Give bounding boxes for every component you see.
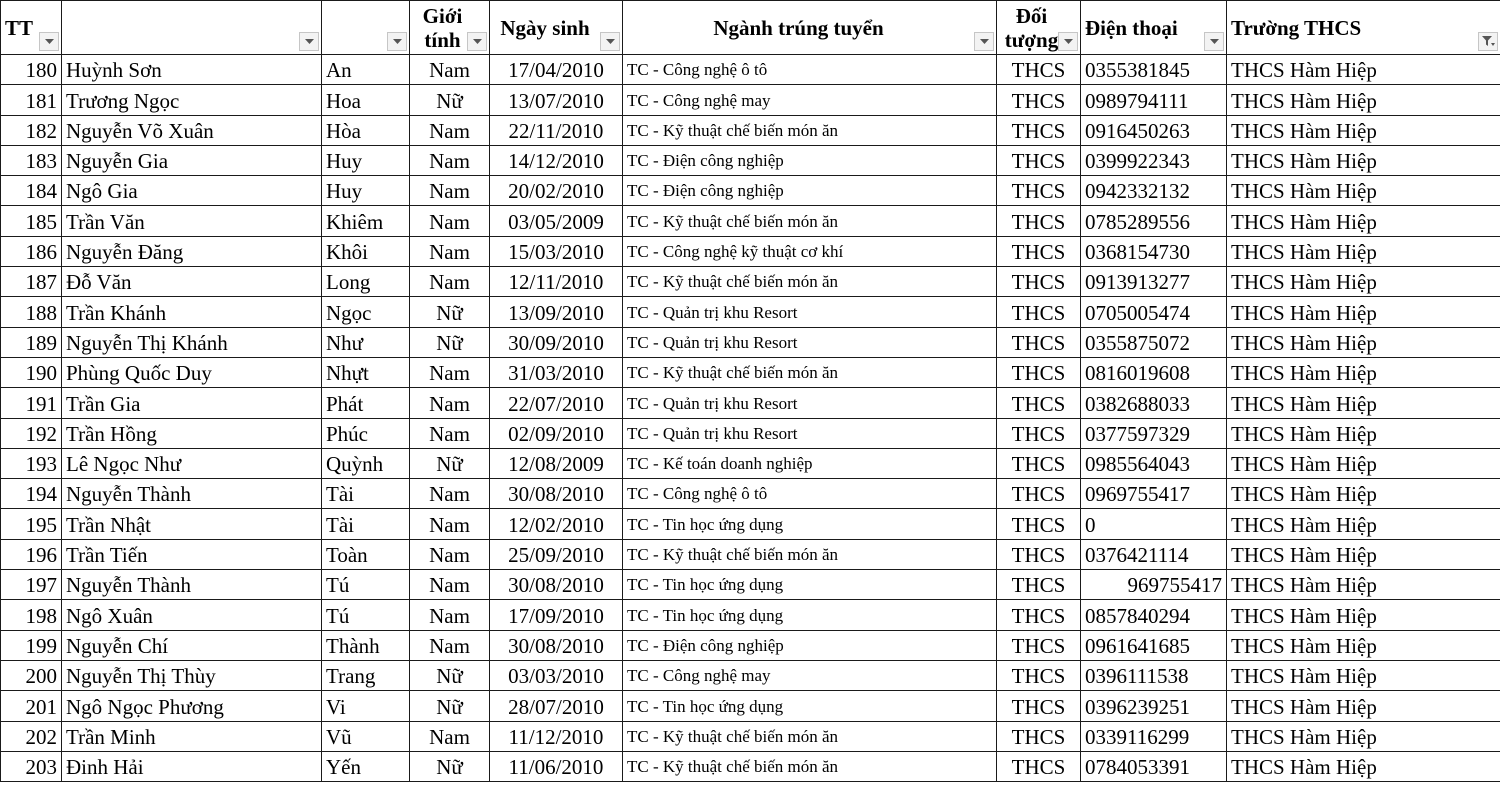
cell-dob[interactable]: 30/08/2010 (490, 479, 623, 509)
cell-gender[interactable]: Nam (410, 570, 490, 600)
cell-dob[interactable]: 14/12/2010 (490, 145, 623, 175)
cell-gender[interactable]: Nam (410, 267, 490, 297)
cell-type[interactable]: THCS (997, 751, 1081, 781)
cell-type[interactable]: THCS (997, 357, 1081, 387)
cell-school[interactable]: THCS Hàm Hiệp (1227, 145, 1500, 175)
cell-last-name[interactable]: Trương Ngọc (62, 85, 322, 115)
table-row (1, 570, 1500, 600)
cell-major[interactable]: TC - Kỹ thuật chế biến món ăn (623, 539, 997, 569)
cell-last-name[interactable]: Nguyễn Đăng (62, 236, 322, 266)
cell-last-name[interactable]: Huỳnh Sơn (62, 55, 322, 85)
cell-phone[interactable]: 0785289556 (1081, 206, 1227, 236)
cell-type[interactable]: THCS (997, 236, 1081, 266)
cell-gender[interactable]: Nam (410, 357, 490, 387)
cell-type[interactable]: THCS (997, 479, 1081, 509)
cell-first-name[interactable]: Khiêm (322, 206, 410, 236)
table-row (1, 751, 1500, 781)
cell-school[interactable]: THCS Hàm Hiệp (1227, 85, 1500, 115)
cell-gender[interactable]: Nữ (410, 297, 490, 327)
cell-type[interactable]: THCS (997, 145, 1081, 175)
cell-tt[interactable]: 196 (1, 539, 62, 569)
cell-type[interactable]: THCS (997, 721, 1081, 751)
cell-tt[interactable]: 197 (1, 570, 62, 600)
cell-phone[interactable]: 0942332132 (1081, 176, 1227, 206)
cell-tt[interactable]: 202 (1, 721, 62, 751)
cell-first-name[interactable]: Toàn (322, 539, 410, 569)
cell-dob[interactable]: 20/02/2010 (490, 176, 623, 206)
cell-type[interactable]: THCS (997, 327, 1081, 357)
cell-phone[interactable]: 0705005474 (1081, 297, 1227, 327)
cell-last-name[interactable]: Nguyễn Gia (62, 145, 322, 175)
cell-gender[interactable]: Nam (410, 479, 490, 509)
cell-first-name[interactable]: Vũ (322, 721, 410, 751)
cell-last-name[interactable]: Trần Gia (62, 388, 322, 418)
cell-gender[interactable]: Nam (410, 539, 490, 569)
table-row (1, 539, 1500, 569)
cell-tt[interactable]: 203 (1, 751, 62, 781)
cell-last-name[interactable]: Ngô Ngọc Phương (62, 691, 322, 721)
cell-major[interactable]: TC - Tin học ứng dụng (623, 600, 997, 630)
filter-button-gender[interactable] (467, 32, 487, 51)
cell-last-name[interactable]: Trần Tiến (62, 539, 322, 569)
cell-gender[interactable]: Nam (410, 509, 490, 539)
cell-last-name[interactable]: Trần Hồng (62, 418, 322, 448)
cell-tt[interactable]: 180 (1, 55, 62, 85)
header-type (997, 1, 1081, 55)
chevron-down-icon (1064, 39, 1073, 45)
cell-school[interactable]: THCS Hàm Hiệp (1227, 539, 1500, 569)
cell-type[interactable]: THCS (997, 570, 1081, 600)
cell-phone[interactable]: 0355875072 (1081, 327, 1227, 357)
cell-school[interactable]: THCS Hàm Hiệp (1227, 721, 1500, 751)
table-row (1, 115, 1500, 145)
cell-type[interactable]: THCS (997, 600, 1081, 630)
cell-school[interactable]: THCS Hàm Hiệp (1227, 660, 1500, 690)
cell-major[interactable]: TC - Kỹ thuật chế biến món ăn (623, 267, 997, 297)
cell-last-name[interactable]: Ngô Xuân (62, 600, 322, 630)
header-school (1227, 1, 1500, 55)
cell-gender[interactable]: Nam (410, 418, 490, 448)
cell-first-name[interactable]: Như (322, 327, 410, 357)
cell-school[interactable]: THCS Hàm Hiệp (1227, 357, 1500, 387)
cell-gender[interactable]: Nam (410, 388, 490, 418)
cell-dob[interactable]: 11/12/2010 (490, 721, 623, 751)
cell-tt[interactable]: 192 (1, 418, 62, 448)
cell-dob[interactable]: 17/04/2010 (490, 55, 623, 85)
cell-tt[interactable]: 182 (1, 115, 62, 145)
table-row (1, 297, 1500, 327)
cell-major[interactable]: TC - Điện công nghiệp (623, 145, 997, 175)
cell-first-name[interactable]: Tài (322, 479, 410, 509)
cell-dob[interactable]: 25/09/2010 (490, 539, 623, 569)
cell-last-name[interactable]: Nguyễn Võ Xuân (62, 115, 322, 145)
cell-gender[interactable]: Nam (410, 206, 490, 236)
cell-last-name[interactable]: Nguyễn Chí (62, 630, 322, 660)
cell-phone[interactable]: 0382688033 (1081, 388, 1227, 418)
cell-dob[interactable]: 15/03/2010 (490, 236, 623, 266)
cell-phone[interactable]: 0399922343 (1081, 145, 1227, 175)
cell-phone[interactable]: 0355381845 (1081, 55, 1227, 85)
cell-first-name[interactable]: Phát (322, 388, 410, 418)
cell-major[interactable]: TC - Kỹ thuật chế biến món ăn (623, 751, 997, 781)
cell-first-name[interactable]: Yến (322, 751, 410, 781)
chevron-down-icon (305, 39, 314, 45)
cell-major[interactable]: TC - Kỹ thuật chế biến món ăn (623, 206, 997, 236)
header-last-name (62, 1, 322, 55)
filter-button-tt[interactable] (39, 32, 59, 51)
cell-type[interactable]: THCS (997, 660, 1081, 690)
cell-dob[interactable]: 12/11/2010 (490, 267, 623, 297)
cell-type[interactable]: THCS (997, 176, 1081, 206)
cell-first-name[interactable]: Nhựt (322, 357, 410, 387)
cell-tt[interactable]: 184 (1, 176, 62, 206)
cell-gender[interactable]: Nữ (410, 85, 490, 115)
cell-gender[interactable]: Nam (410, 630, 490, 660)
header-major (623, 1, 997, 55)
header-row (1, 1, 1500, 55)
cell-tt[interactable]: 189 (1, 327, 62, 357)
cell-major[interactable]: TC - Quản trị khu Resort (623, 297, 997, 327)
cell-type[interactable]: THCS (997, 115, 1081, 145)
cell-tt[interactable]: 193 (1, 448, 62, 478)
cell-first-name[interactable]: Tú (322, 570, 410, 600)
header-dob (490, 1, 623, 55)
cell-phone[interactable]: 0969755417 (1081, 479, 1227, 509)
cell-tt[interactable]: 187 (1, 267, 62, 297)
cell-school[interactable]: THCS Hàm Hiệp (1227, 267, 1500, 297)
cell-school[interactable]: THCS Hàm Hiệp (1227, 630, 1500, 660)
cell-type[interactable]: THCS (997, 418, 1081, 448)
chevron-down-icon (45, 39, 54, 45)
table-row (1, 660, 1500, 690)
cell-gender[interactable]: Nữ (410, 660, 490, 690)
cell-phone[interactable]: 0368154730 (1081, 236, 1227, 266)
cell-major[interactable]: TC - Điện công nghiệp (623, 630, 997, 660)
cell-tt[interactable]: 191 (1, 388, 62, 418)
cell-school[interactable]: THCS Hàm Hiệp (1227, 448, 1500, 478)
cell-last-name[interactable]: Nguyễn Thị Thùy (62, 660, 322, 690)
cell-major[interactable]: TC - Quản trị khu Resort (623, 327, 997, 357)
cell-type[interactable]: THCS (997, 448, 1081, 478)
table-row (1, 691, 1500, 721)
chevron-down-icon (393, 39, 402, 45)
header-type-label: Đối tượng (1004, 3, 1059, 52)
cell-phone[interactable]: 0 (1081, 509, 1227, 539)
chevron-down-icon (980, 39, 989, 45)
cell-phone[interactable]: 0989794111 (1081, 85, 1227, 115)
cell-type[interactable]: THCS (997, 267, 1081, 297)
header-phone-label: Điện thoại (1085, 15, 1178, 40)
cell-school[interactable]: THCS Hàm Hiệp (1227, 418, 1500, 448)
cell-school[interactable]: THCS Hàm Hiệp (1227, 297, 1500, 327)
cell-last-name[interactable]: Trần Khánh (62, 297, 322, 327)
cell-gender[interactable]: Nữ (410, 327, 490, 357)
cell-last-name[interactable]: Đỗ Văn (62, 267, 322, 297)
table-row (1, 600, 1500, 630)
cell-gender[interactable]: Nam (410, 145, 490, 175)
cell-school[interactable]: THCS Hàm Hiệp (1227, 236, 1500, 266)
header-gender (410, 1, 490, 55)
cell-dob[interactable]: 31/03/2010 (490, 357, 623, 387)
cell-type[interactable]: THCS (997, 206, 1081, 236)
cell-gender[interactable]: Nam (410, 600, 490, 630)
header-dob-label: Ngày sinh (500, 15, 590, 40)
cell-last-name[interactable]: Nguyễn Thành (62, 479, 322, 509)
cell-school[interactable]: THCS Hàm Hiệp (1227, 509, 1500, 539)
table-row (1, 206, 1500, 236)
cell-type[interactable]: THCS (997, 630, 1081, 660)
funnel-icon (1482, 36, 1495, 47)
cell-gender[interactable]: Nam (410, 55, 490, 85)
table-row (1, 267, 1500, 297)
cell-phone[interactable]: 0857840294 (1081, 600, 1227, 630)
filter-button-major[interactable] (974, 32, 994, 51)
cell-tt[interactable]: 183 (1, 145, 62, 175)
cell-phone[interactable]: 0396111538 (1081, 660, 1227, 690)
cell-first-name[interactable]: Trang (322, 660, 410, 690)
cell-tt[interactable]: 190 (1, 357, 62, 387)
cell-phone[interactable]: 0784053391 (1081, 751, 1227, 781)
cell-major[interactable]: TC - Công nghệ may (623, 85, 997, 115)
cell-tt[interactable]: 185 (1, 206, 62, 236)
cell-type[interactable]: THCS (997, 509, 1081, 539)
table-row (1, 479, 1500, 509)
cell-first-name[interactable]: Hoa (322, 85, 410, 115)
cell-dob[interactable]: 22/07/2010 (490, 388, 623, 418)
header-phone (1081, 1, 1227, 55)
cell-tt[interactable]: 200 (1, 660, 62, 690)
cell-last-name[interactable]: Trần Nhật (62, 509, 322, 539)
chevron-down-icon (606, 39, 615, 45)
cell-gender[interactable]: Nữ (410, 691, 490, 721)
cell-first-name[interactable]: Phúc (322, 418, 410, 448)
cell-last-name[interactable]: Trần Văn (62, 206, 322, 236)
cell-first-name[interactable]: Tài (322, 509, 410, 539)
cell-dob[interactable]: 28/07/2010 (490, 691, 623, 721)
chevron-down-icon (1210, 39, 1219, 45)
header-tt-label: TT (5, 15, 34, 40)
cell-dob[interactable]: 30/08/2010 (490, 630, 623, 660)
cell-first-name[interactable]: Ngọc (322, 297, 410, 327)
table-row (1, 145, 1500, 175)
cell-phone[interactable]: 0339116299 (1081, 721, 1227, 751)
cell-first-name[interactable]: Vi (322, 691, 410, 721)
table-row (1, 236, 1500, 266)
cell-school[interactable]: THCS Hàm Hiệp (1227, 691, 1500, 721)
cell-gender[interactable]: Nữ (410, 751, 490, 781)
cell-gender[interactable]: Nam (410, 721, 490, 751)
cell-dob[interactable]: 11/06/2010 (490, 751, 623, 781)
cell-dob[interactable]: 03/03/2010 (490, 660, 623, 690)
cell-dob[interactable]: 12/02/2010 (490, 509, 623, 539)
cell-first-name[interactable]: Long (322, 267, 410, 297)
cell-major[interactable]: TC - Tin học ứng dụng (623, 570, 997, 600)
cell-first-name[interactable]: Thành (322, 630, 410, 660)
cell-type[interactable]: THCS (997, 539, 1081, 569)
cell-school[interactable]: THCS Hàm Hiệp (1227, 751, 1500, 781)
cell-first-name[interactable]: Khôi (322, 236, 410, 266)
chevron-down-icon (473, 39, 482, 45)
cell-school[interactable]: THCS Hàm Hiệp (1227, 600, 1500, 630)
cell-last-name[interactable]: Đinh Hải (62, 751, 322, 781)
cell-gender[interactable]: Nam (410, 236, 490, 266)
cell-major[interactable]: TC - Kế toán doanh nghiệp (623, 448, 997, 478)
filter-button-type[interactable] (1058, 32, 1078, 51)
cell-major[interactable]: TC - Quản trị khu Resort (623, 418, 997, 448)
cell-dob[interactable]: 02/09/2010 (490, 418, 623, 448)
cell-tt[interactable]: 195 (1, 509, 62, 539)
cell-type[interactable]: THCS (997, 388, 1081, 418)
cell-school[interactable]: THCS Hàm Hiệp (1227, 479, 1500, 509)
cell-dob[interactable]: 13/07/2010 (490, 85, 623, 115)
cell-phone[interactable]: 0916450263 (1081, 115, 1227, 145)
cell-first-name[interactable]: Huy (322, 176, 410, 206)
cell-first-name[interactable]: Tú (322, 600, 410, 630)
cell-dob[interactable]: 03/05/2009 (490, 206, 623, 236)
cell-phone[interactable]: 0396239251 (1081, 691, 1227, 721)
filter-button-dob[interactable] (600, 32, 620, 51)
table-body (1, 55, 1500, 782)
cell-tt[interactable]: 194 (1, 479, 62, 509)
table-row (1, 418, 1500, 448)
filter-button-last-name[interactable] (299, 32, 319, 51)
cell-gender[interactable]: Nam (410, 176, 490, 206)
cell-school[interactable]: THCS Hàm Hiệp (1227, 388, 1500, 418)
table-row (1, 357, 1500, 387)
cell-major[interactable]: TC - Kỹ thuật chế biến món ăn (623, 115, 997, 145)
cell-major[interactable]: TC - Công nghệ kỹ thuật cơ khí (623, 236, 997, 266)
cell-major[interactable]: TC - Tin học ứng dụng (623, 691, 997, 721)
cell-first-name[interactable]: Quỳnh (322, 448, 410, 478)
cell-phone[interactable]: 0961641685 (1081, 630, 1227, 660)
cell-major[interactable]: TC - Công nghệ may (623, 660, 997, 690)
table-row (1, 327, 1500, 357)
table-row (1, 176, 1500, 206)
cell-tt[interactable]: 198 (1, 600, 62, 630)
cell-phone[interactable]: 969755417 (1081, 570, 1227, 600)
cell-type[interactable]: THCS (997, 691, 1081, 721)
table-row (1, 388, 1500, 418)
cell-school[interactable]: THCS Hàm Hiệp (1227, 570, 1500, 600)
table-row (1, 55, 1500, 85)
header-tt (1, 1, 62, 55)
header-school-label: Trường THCS (1231, 15, 1362, 40)
cell-major[interactable]: TC - Công nghệ ô tô (623, 479, 997, 509)
cell-dob[interactable]: 30/08/2010 (490, 570, 623, 600)
cell-phone[interactable]: 0376421114 (1081, 539, 1227, 569)
cell-major[interactable]: TC - Điện công nghiệp (623, 176, 997, 206)
cell-last-name[interactable]: Nguyễn Thị Khánh (62, 327, 322, 357)
cell-school[interactable]: THCS Hàm Hiệp (1227, 206, 1500, 236)
cell-phone[interactable]: 0377597329 (1081, 418, 1227, 448)
header-first-name (322, 1, 410, 55)
filter-button-first-name[interactable] (387, 32, 407, 51)
cell-school[interactable]: THCS Hàm Hiệp (1227, 176, 1500, 206)
table-row (1, 630, 1500, 660)
table-row (1, 448, 1500, 478)
cell-tt[interactable]: 186 (1, 236, 62, 266)
cell-tt[interactable]: 201 (1, 691, 62, 721)
cell-type[interactable]: THCS (997, 55, 1081, 85)
table-row (1, 509, 1500, 539)
cell-first-name[interactable]: An (322, 55, 410, 85)
cell-major[interactable]: TC - Kỹ thuật chế biến món ăn (623, 357, 997, 387)
cell-gender[interactable]: Nam (410, 115, 490, 145)
cell-first-name[interactable]: Hòa (322, 115, 410, 145)
cell-school[interactable]: THCS Hàm Hiệp (1227, 55, 1500, 85)
cell-type[interactable]: THCS (997, 297, 1081, 327)
cell-first-name[interactable]: Huy (322, 145, 410, 175)
cell-dob[interactable]: 30/09/2010 (490, 327, 623, 357)
cell-major[interactable]: TC - Kỹ thuật chế biến món ăn (623, 721, 997, 751)
cell-school[interactable]: THCS Hàm Hiệp (1227, 327, 1500, 357)
cell-dob[interactable]: 13/09/2010 (490, 297, 623, 327)
cell-phone[interactable]: 0816019608 (1081, 357, 1227, 387)
table-row (1, 721, 1500, 751)
cell-major[interactable]: TC - Quản trị khu Resort (623, 388, 997, 418)
cell-dob[interactable]: 22/11/2010 (490, 115, 623, 145)
cell-last-name[interactable]: Ngô Gia (62, 176, 322, 206)
cell-last-name[interactable]: Nguyễn Thành (62, 570, 322, 600)
table-row (1, 85, 1500, 115)
cell-dob[interactable]: 17/09/2010 (490, 600, 623, 630)
cell-phone[interactable]: 0985564043 (1081, 448, 1227, 478)
cell-phone[interactable]: 0913913277 (1081, 267, 1227, 297)
cell-major[interactable]: TC - Tin học ứng dụng (623, 509, 997, 539)
cell-last-name[interactable]: Phùng Quốc Duy (62, 357, 322, 387)
cell-gender[interactable]: Nữ (410, 448, 490, 478)
filter-button-school[interactable] (1478, 32, 1498, 51)
cell-last-name[interactable]: Trần Minh (62, 721, 322, 751)
cell-major[interactable]: TC - Công nghệ ô tô (623, 55, 997, 85)
cell-dob[interactable]: 12/08/2009 (490, 448, 623, 478)
filter-button-phone[interactable] (1204, 32, 1224, 51)
header-major-label: Ngành trúng tuyển (713, 15, 884, 40)
cell-tt[interactable]: 181 (1, 85, 62, 115)
cell-tt[interactable]: 199 (1, 630, 62, 660)
cell-tt[interactable]: 188 (1, 297, 62, 327)
cell-school[interactable]: THCS Hàm Hiệp (1227, 115, 1500, 145)
header-gender-label: Giới tính (422, 3, 463, 52)
cell-last-name[interactable]: Lê Ngọc Như (62, 448, 322, 478)
cell-type[interactable]: THCS (997, 85, 1081, 115)
